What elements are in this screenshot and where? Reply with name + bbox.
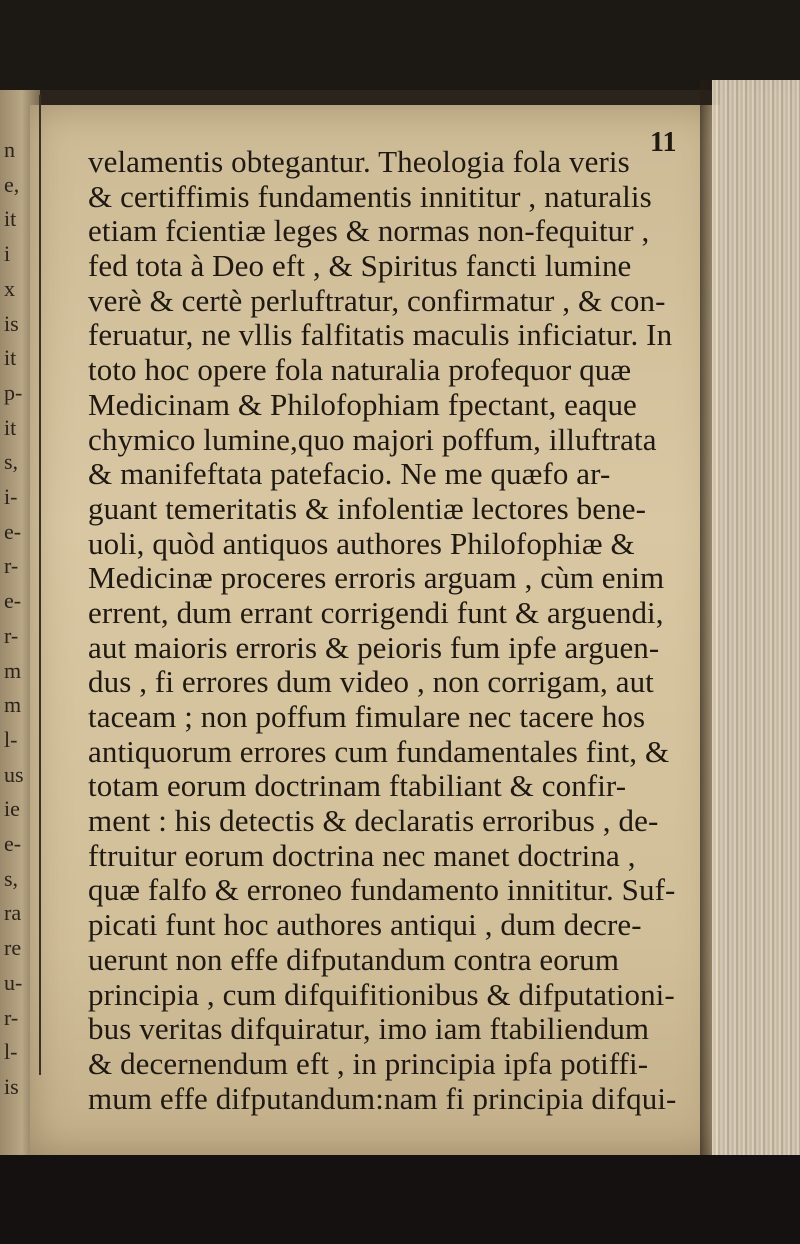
margin-fragment: i: [4, 241, 11, 267]
page-number: 11: [650, 127, 677, 158]
margin-fragment: r-: [4, 1004, 19, 1030]
text-line: picati funt hoc authores antiqui , dum decre-: [88, 907, 642, 943]
text-line: quæ falfo & erroneo fundamento innititur. Suf-: [88, 872, 676, 908]
text-line: dus , fi errores dum video , non corrigam, aut: [88, 664, 654, 700]
margin-fragment: us: [4, 761, 24, 787]
margin-fragment: m: [4, 692, 22, 718]
text-line: principia , cum difquifitionibus & difputationi-: [88, 976, 675, 1012]
margin-fragment: l-: [4, 726, 18, 752]
margin-fragment: ie: [4, 796, 20, 822]
text-line: ment : his detectis & declaratis erroribus , de-: [88, 803, 659, 839]
text-line: mum effe difputandum:nam fi principia difqui-: [88, 1080, 677, 1116]
text-line: totam eorum doctrinam ftabiliant & confir-: [88, 768, 627, 804]
text-line: uoli, quòd antiquos authores Philofophiæ &: [88, 525, 635, 561]
text-line: aut maioris erroris & peioris fum ipfe arguen-: [88, 629, 660, 665]
text-line: etiam fcientiæ leges & normas non-fequitur ,: [88, 213, 650, 249]
text-line: & decernendum eft , in principia ipfa potiffi-: [88, 1045, 649, 1081]
margin-fragment: s,: [4, 865, 19, 891]
margin-fragment: l-: [4, 1039, 18, 1065]
margin-fragment: it: [4, 345, 17, 371]
body-text: [88, 145, 688, 1116]
text-line: velamentis obtegantur. Theologia fola veris: [88, 144, 630, 179]
text-line: verè & certè perluftratur, confirmatur , & con-: [88, 282, 666, 318]
margin-rule: [39, 95, 41, 1075]
margin-fragment: e-: [4, 588, 22, 614]
text-line: & manifeftata patefacio. Ne me quæfo ar-: [88, 456, 611, 492]
top-shadow: [0, 0, 800, 90]
margin-fragment: e,: [4, 171, 20, 197]
margin-fragment: e-: [4, 831, 22, 856]
text-line: uerunt non effe difputandum contra eorum: [88, 941, 620, 977]
text-line: bus veritas difquiratur, imo iam ftabiliendum: [88, 1011, 650, 1047]
text-line: toto hoc opere fola naturalia profequor quæ: [88, 352, 632, 388]
text-line: fed tota à Deo eft , & Spiritus fancti lumine: [88, 248, 632, 284]
margin-fragment: i-: [4, 484, 18, 509]
text-line: taceam ; non poffum fimulare nec tacere hos: [88, 699, 646, 734]
text-line: ftruitur eorum doctrina nec manet doctrina ,: [88, 837, 636, 873]
margin-fragment: x: [4, 275, 15, 301]
margin-fragment: p-: [4, 379, 23, 405]
bottom-shadow: [0, 1155, 800, 1244]
margin-fragment: r-: [4, 622, 19, 648]
text-line: chymico lumine,quo majori poffum, illuftrata: [88, 421, 657, 457]
margin-fragment: m: [4, 657, 22, 683]
text-line: Medicinæ proceres erroris arguam , cùm enim: [88, 560, 665, 596]
margin-fragment: s,: [4, 449, 19, 475]
margin-fragment: ra: [4, 900, 22, 926]
margin-fragment: is: [4, 1073, 19, 1099]
text-line: Medicinam & Philofophiam fpectant, eaque: [88, 386, 637, 422]
text-line: errent, dum errant corrigendi funt & arguendi,: [88, 594, 664, 630]
text-line: feruatur, ne vllis falfitatis maculis inficiatur. In: [88, 317, 673, 353]
margin-fragment: n: [4, 137, 15, 162]
margin-fragment: is: [4, 310, 19, 336]
margin-fragment: it: [4, 414, 17, 440]
margin-fragment: r-: [4, 553, 19, 579]
text-line: guant temeritatis & infolentiæ lectores bene-: [88, 490, 647, 526]
margin-fragment: it: [4, 206, 17, 232]
text-line: antiquorum errores cum fundamentales fint, &: [88, 733, 670, 769]
margin-fragment: e-: [4, 518, 22, 544]
margin-fragment: re: [4, 935, 22, 961]
text-line: & certiffimis fundamentis innititur , naturalis: [88, 178, 652, 214]
margin-fragment: u-: [4, 969, 23, 995]
page-stack-edge: [712, 80, 800, 1170]
